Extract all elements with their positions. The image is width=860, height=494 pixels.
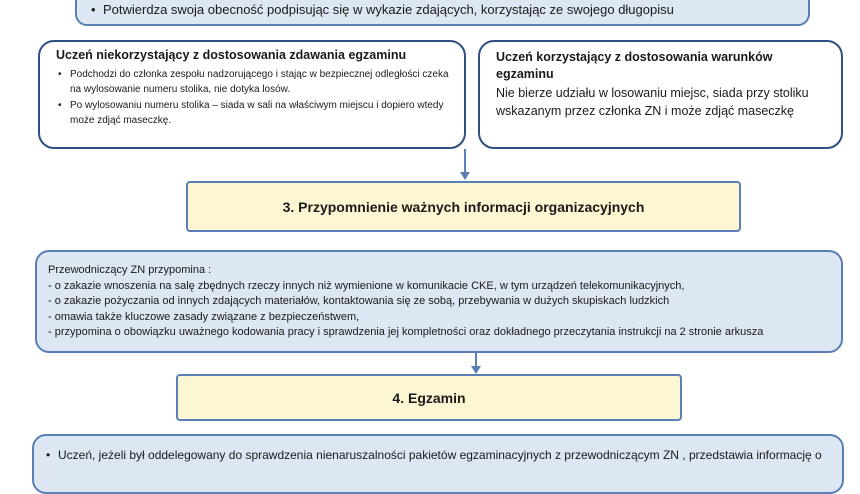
- step-4-label: 4. Egzamin: [392, 389, 466, 406]
- info-box: [35, 250, 843, 353]
- left-case-bullet-2: • Po wylosowaniu numeru stolika – siada w sali na właściwym miejscu i dopiero wtedy może zdjąć maseczkę.: [56, 98, 454, 128]
- left-case-title: Uczeń niekorzystający z dostosowania zdawania egzaminu: [56, 48, 407, 62]
- bottom-step-bullet: • Uczeń, jeżeli był oddelegowany do sprawdzenia nienaruszalności pakietów egzaminacyjnych z przewodniczącym ZN , przedstawia informację o: [44, 447, 842, 464]
- step-3-label: 3. Przypomnienie ważnych informacji organizacyjnych: [282, 198, 645, 215]
- info-line-4: - przypomina o obowiązku uważnego kodowania pracy i sprawdzenia jej kompletności oraz dokładnego przeczytania instrukcji na 2 stronie arkusza: [48, 326, 764, 338]
- top-step-box: [75, 0, 810, 26]
- info-line-3: - omawia także kluczowe zasady związane z bezpieczeństwem,: [48, 310, 360, 323]
- bottom-step-list: [44, 447, 842, 464]
- info-line-0: Przewodniczący ZN przypomina :: [48, 264, 212, 276]
- bottom-step-box: [32, 434, 844, 494]
- connector-line-2: [475, 353, 477, 367]
- right-case-title: Uczeń korzystający z dostosowania warunków egzaminu: [496, 50, 773, 81]
- step-3-box: [186, 181, 741, 232]
- step-4-box: [176, 374, 682, 421]
- left-case-box: [38, 40, 466, 149]
- right-case-text: Nie bierze udziału w losowaniu miejsc, siada przy stoliku wskazanym przez członka ZN i może zdjąć maseczkę: [496, 86, 809, 118]
- connector-arrow-1: [460, 172, 470, 180]
- info-line-2: - o zakazie pożyczania od innych zdających materiałów, kontaktowania się ze sobą, przebywania w dużych skupiskach ludzkich: [48, 295, 670, 307]
- top-step-bullet: • Potwierdza swoja obecność podpisując się w wykazie zdających, korzystając ze swojego długopisu: [89, 2, 808, 17]
- left-case-list: [56, 67, 454, 128]
- connector-arrow-2: [471, 366, 481, 374]
- info-line-1: - o zakazie wnoszenia na salę zbędnych rzeczy innych niż wymienione w komunikacie CKE, w tym urządzeń telekomunikacyjnych,: [48, 279, 685, 292]
- right-case-box: [478, 40, 843, 149]
- top-step-list: [89, 2, 808, 17]
- left-case-bullet-1: • Podchodzi do członka zespołu nadzorującego i stając w bezpiecznej odległości czeka na wylosowanie numeru stolika, nie dotyka losów.: [56, 67, 454, 97]
- connector-line-1: [464, 149, 466, 173]
